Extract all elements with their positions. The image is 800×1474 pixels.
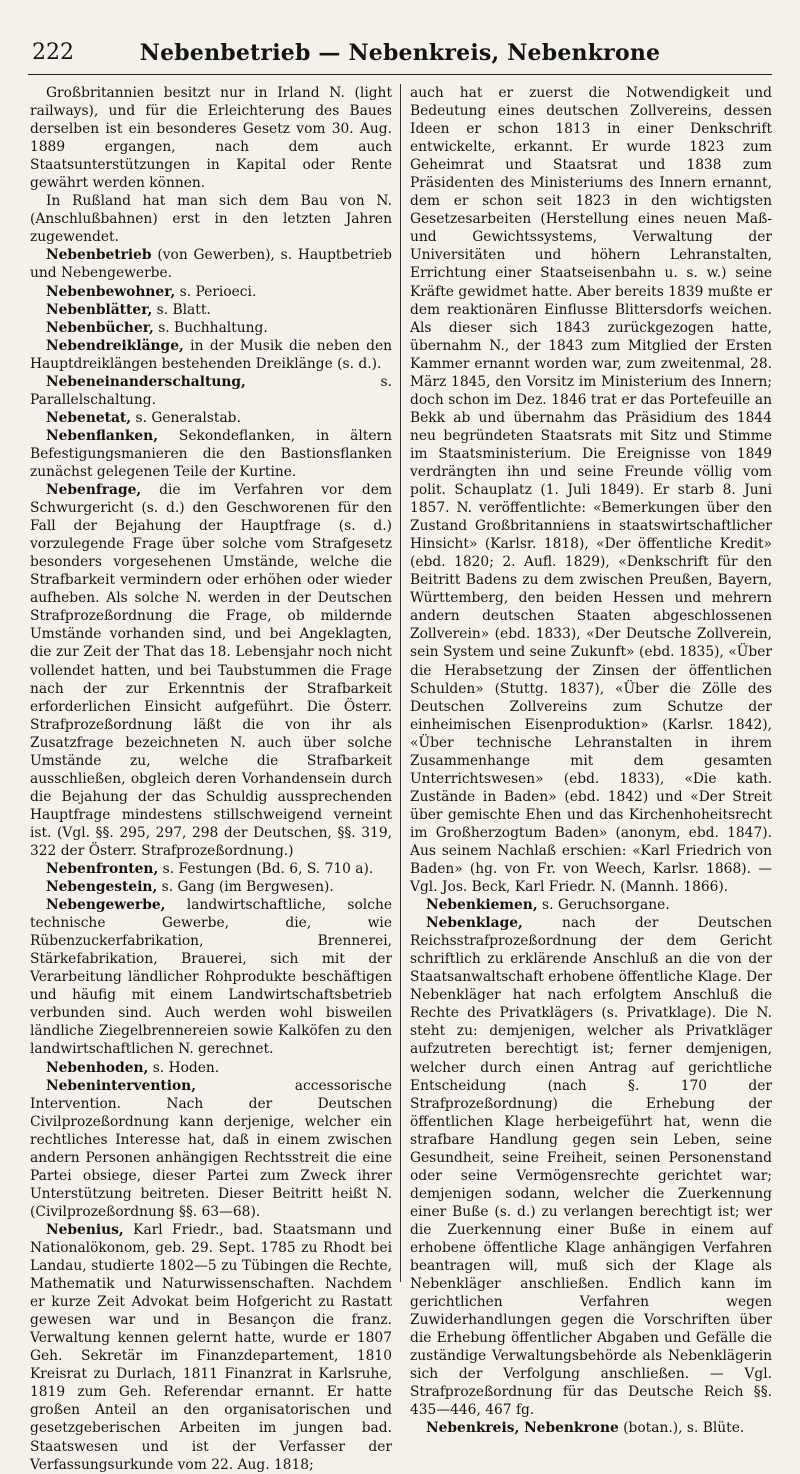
dictionary-entry — [30, 319, 392, 337]
entry-text: auch hat er zuerst die Notwendigkeit und Bedeutung eines deutschen Zollvereins, dessen Ideen er schon 1813 in einer Denkschrift entwickelte, erkannt. Er wurde 1823 zum Geheimrat und Staatsrat und 1838 zum Präsidenten des Ministeriums des Innern ernannt, dem er schon seit 1823 in den wichtigsten Gesetzesarbeiten (Herstellung eines neuen Maß- und Gewichtssystems, Verwaltung der Universitäten und höhern Lehranstalten, Errichtung einer Staatseisenbahn u. s. w.) seine Kräfte gewidmet hatte. Aber bereits 1839 mußte er dem reaktionären Einflusse Blittersdorfs weichen. Als dieser sich 1843 zurückgezogen hatte, übernahm N., der 1843 zum Mitglied der Ersten Kammer ernannt worden war, zum zweitenmal, 28. März 1845, den Vorsitz im Ministerium des Innern; doch schon im Dez. 1846 trat er das Portefeuille an Bekk ab und übernahm das Präsidium des 1844 neu begründeten Staatsrats mit Sitz und Stimme im Staatsministerium. Die Ereignisse von 1849 verdrängten ihn und seine Freunde völlig vom polit. Schauplatz (1. Juli 1849). Er starb 8. Juni 1857. N. veröffentlichte: «Bemerkungen über den Zustand Großbritanniens in staatswirtschaftlicher Hinsicht» (Karlsr. 1818), «Der öffentliche Kredit» (ebd. 1820; 2. Aufl. 1829), «Denkschrift für den Beitritt Badens zu dem zwischen Preußen, Bayern, Württemberg, den beiden Hessen und mehrern andern deutschen Staaten abgeschlossenen Zollverein» (ebd. 1833), «Der Deutsche Zollverein, sein System und seine Zukunft» (ebd. 1835), «Über die Herabsetzung der Zinsen der öffentlichen Schulden» (Stuttg. 1837), «Über die Zölle des Deutschen Zollvereins zum Schutze der einheimischen Eisenproduktion» (Karlsr. 1842), «Über technische Lehranstalten in ihrem Zusammenhange mit dem gesamten Unterrichtswesen» (ebd. 1833), «Die kath. Zustände in Baden» (ebd. 1842) und «Der Streit über gemischte Ehen und das Kirchenhoheitsrecht im Großherzogtum Baden» (anonym, ebd. 1847). Aus seinem Nachlaß erschien: «Karl Friedrich von Baden» (hg. von Fr. von Weech, Karlsr. 1868). — Vgl. Jos. Beck, Karl Friedr. N. (Mannh. 1866). — [410, 85, 772, 896]
page-header — [28, 34, 772, 75]
entry-headword: Nebeneinanderschaltung, — [46, 373, 246, 390]
entry-text: s. Geruchsorgane. — [537, 897, 670, 914]
entry-headword: Nebenbücher, — [46, 319, 154, 336]
entry-headword: Nebenflanken, — [46, 427, 159, 444]
running-title: Nebenbetrieb — Nebenkreis, Nebenkrone — [139, 40, 661, 66]
dictionary-entry — [30, 860, 392, 878]
entry-paragraph — [30, 192, 392, 246]
entry-text: Karl Friedr., bad. Staatsmann und Nationalökonom, geb. 29. Sept. 1785 zu Rhodt bei Landau, studierte 1802—5 zu Tübingen die Rechte, Mathematik und Naturwissenschaften. Nachdem er kurze Zeit Advokat beim Hofgericht zu Rastatt gewesen war und in Besançon die franz. Verwaltung kennen gelernt hatte, wurde er 1807 Geh. Sekretär im Finanzdepartement, 1810 Kreisrat zu Durlach, 1811 Finanzrat in Karlsruhe, 1819 zum Geh. Referendar ernannt. Er hatte großen Anteil an den organisatorischen und gesetzgeberischen Arbeiten im jungen bad. Staatswesen und ist der Verfasser der Verfassungsurkunde vom 22. Aug. 1818; — [30, 1221, 392, 1473]
entry-headword: Nebenetat, — [46, 409, 132, 426]
entry-headword: Nebengestein, — [46, 879, 158, 896]
dictionary-entry — [410, 896, 772, 914]
entry-text: s. Festungen (Bd. 6, S. 710 a). — [158, 861, 374, 878]
dictionary-entry — [30, 1221, 392, 1474]
entry-text: s. Buchhaltung. — [153, 319, 268, 336]
entry-text: Großbritannien besitzt nur in Irland N. (light railways), und für die Erleichterung des Baues derselben ist ein besonderes Gesetz vom 30. Aug. 1889 ergangen, nach dem auch Staatsunterstützungen in Kapital oder Rente gewährt werden können. — [30, 85, 392, 192]
dictionary-entry — [30, 1059, 392, 1077]
entry-headword: Nebenbewohner, — [46, 283, 176, 300]
column-rule — [400, 84, 401, 1282]
dictionary-entry — [30, 337, 392, 373]
dictionary-entry — [30, 301, 392, 319]
entry-paragraph — [30, 84, 392, 192]
entry-headword: Nebenfrage, — [46, 482, 142, 499]
entry-text: (von Gewerben), s. Hauptbetrieb und Nebengewerbe. — [30, 247, 392, 282]
entry-text: s. Perioeci. — [175, 283, 257, 300]
entry-headword: Nebengewerbe, — [46, 897, 166, 914]
entry-text: die im Verfahren vor dem Schwurgericht (s. d.) den Geschworenen für den Fall der Bejahung der Hauptfrage (s. d.) vorzulegende Frage über solche vom Strafgesetz besonders vorgesehenen Umstände, welche die Strafbarkeit vermindern oder erhöhen oder wieder aufheben. Als solche N. werden in der Deutschen Strafprozeßordnung die Frage, ob mildernde Umstände vorhanden sind, und bei Angeklagten, die zur Zeit der That das 18. Lebensjahr noch nicht vollendet hatten, und bei Taubstummen die Frage nach der zur Erkenntnis der Strafbarkeit erforderlichen Einsicht aufgeführt. Die Österr. Strafprozeßordnung läßt die von ihr als Zusatzfrage bezeichneten N. auch über solche Umstände zu, welche die Strafbarkeit ausschließen, obgleich deren Vorhandensein durch die Bejahung der das Schuldig aussprechenden Hauptfrage mindestens stillschweigend verneint ist. (Vgl. §§. 295, 297, 298 der Deutschen, §§. 319, 322 der Österr. Strafprozeßordnung.) — [30, 482, 392, 859]
entry-text: s. Hoden. — [148, 1059, 220, 1076]
page-number: 222 — [32, 40, 74, 65]
entry-headword: Nebenintervention, — [46, 1077, 197, 1094]
right-column — [410, 84, 772, 1437]
entry-text: s. Generalstab. — [131, 409, 241, 426]
left-column — [30, 84, 392, 1473]
dictionary-entry — [30, 409, 392, 427]
dictionary-entry — [410, 1419, 772, 1437]
dictionary-entry — [30, 878, 392, 896]
entry-headword: Nebenklage, — [426, 915, 523, 932]
entry-text: s. Gang (im Bergwesen). — [157, 879, 334, 896]
entry-headword: Nebenkreis, Nebenkrone — [426, 1420, 619, 1437]
entry-text: landwirtschaftliche, solche technische Gewerbe, die, wie Rübenzuckerfabrikation, Brennerei, Stärkefabrikation, Brauerei, sich mit der Verarbeitung ländlicher Rohprodukte beschäftigen und häufig mit einem Landwirtschaftsbetrieb verbunden sind. Auch werden wohl bisweilen ländliche Ziegelbrennereien sowie Kalköfen zu den landwirtschaftlichen N. gerechnet. — [30, 897, 392, 1058]
entry-text: s. Blatt. — [152, 301, 211, 318]
dictionary-entry — [30, 896, 392, 1058]
entry-headword: Nebenbetrieb — [46, 247, 152, 264]
dictionary-entry — [30, 373, 392, 409]
entry-headword: Nebenius, — [46, 1221, 124, 1238]
entry-headword: Nebenblätter, — [46, 301, 153, 318]
dictionary-entry — [410, 914, 772, 1419]
entry-headword: Nebendreiklänge, — [46, 337, 184, 354]
entry-text: (botan.), s. Blüte. — [618, 1420, 745, 1437]
entry-headword: Nebenfronten, — [46, 861, 159, 878]
entry-text: Sekondeflanken, in ältern Befestigungsmanieren die den Bastionsflanken zunächst gelegenen Teile der Kurtine. — [30, 427, 392, 480]
dictionary-entry — [30, 246, 392, 282]
entry-text: In Rußland hat man sich dem Bau von N. (Anschlußbahnen) erst in den letzten Jahren zugewendet. — [30, 193, 392, 246]
entry-paragraph — [410, 84, 772, 896]
entry-headword: Nebenkiemen, — [426, 897, 538, 914]
entry-text: accessorische Intervention. Nach der Deutschen Civilprozeßordnung kann derjenige, welcher ein rechtliches Interesse hat, daß in einem zwischen andern Personen anhängigen Rechtsstreit die eine Partei obsiege, dieser Partei zum Zweck ihrer Unterstützung beitreten. Dieser Beitritt heißt N. (Civilprozeßordnung §§. 63—68). — [30, 1077, 392, 1220]
dictionary-entry — [30, 481, 392, 860]
dictionary-entry — [30, 427, 392, 481]
entry-text: s. Parallelschaltung. — [30, 373, 392, 408]
dictionary-entry — [30, 283, 392, 301]
entry-text: in der Musik die neben den Hauptdreiklängen bestehenden Dreiklänge (s. d.). — [30, 337, 392, 372]
entry-text: nach der Deutschen Reichsstrafprozeßordnung der dem Gericht schriftlich zu erklärende Anschluß an die von der Staatsanwaltschaft erhobene öffentliche Klage. Der Nebenkläger hat nach erfolgtem Anschluß die Rechte des Privatklägers (s. Privatklage). Die N. steht zu: demjenigen, welcher als Privatkläger aufzutreten berechtigt ist; ferner demjenigen, welcher durch einen Antrag auf gerichtliche Entscheidung (nach §. 170 der Strafprozeßordnung) die Erhebung der öffentlichen Klage herbeigeführt hat, wenn die strafbare Handlung gegen sein Leben, seine Gesundheit, seine Freiheit, seinen Personenstand oder seine Vermögensrechte gerichtet war; demjenigen sodann, welcher die Zuerkennung einer Buße (s. d.) zu verlangen berechtigt ist; wer die Zuerkennung einer Buße in einem auf erhobene öffentliche Klage anhängigen Verfahren beantragen will, muß sich der Klage als Nebenkläger anschließen. Endlich kann im gerichtlichen Verfahren wegen Zuwiderhandlungen gegen die Vorschriften über die Erhebung öffentlicher Abgaben und Gefälle die zuständige Verwaltungsbehörde als Nebenklägerin sich der Verfolgung anschließen. — Vgl. Strafprozeßordnung für das Deutsche Reich §§. 435—446, 467 fg. — [410, 915, 772, 1419]
entry-headword: Nebenhoden, — [46, 1059, 149, 1076]
dictionary-entry — [30, 1077, 392, 1221]
